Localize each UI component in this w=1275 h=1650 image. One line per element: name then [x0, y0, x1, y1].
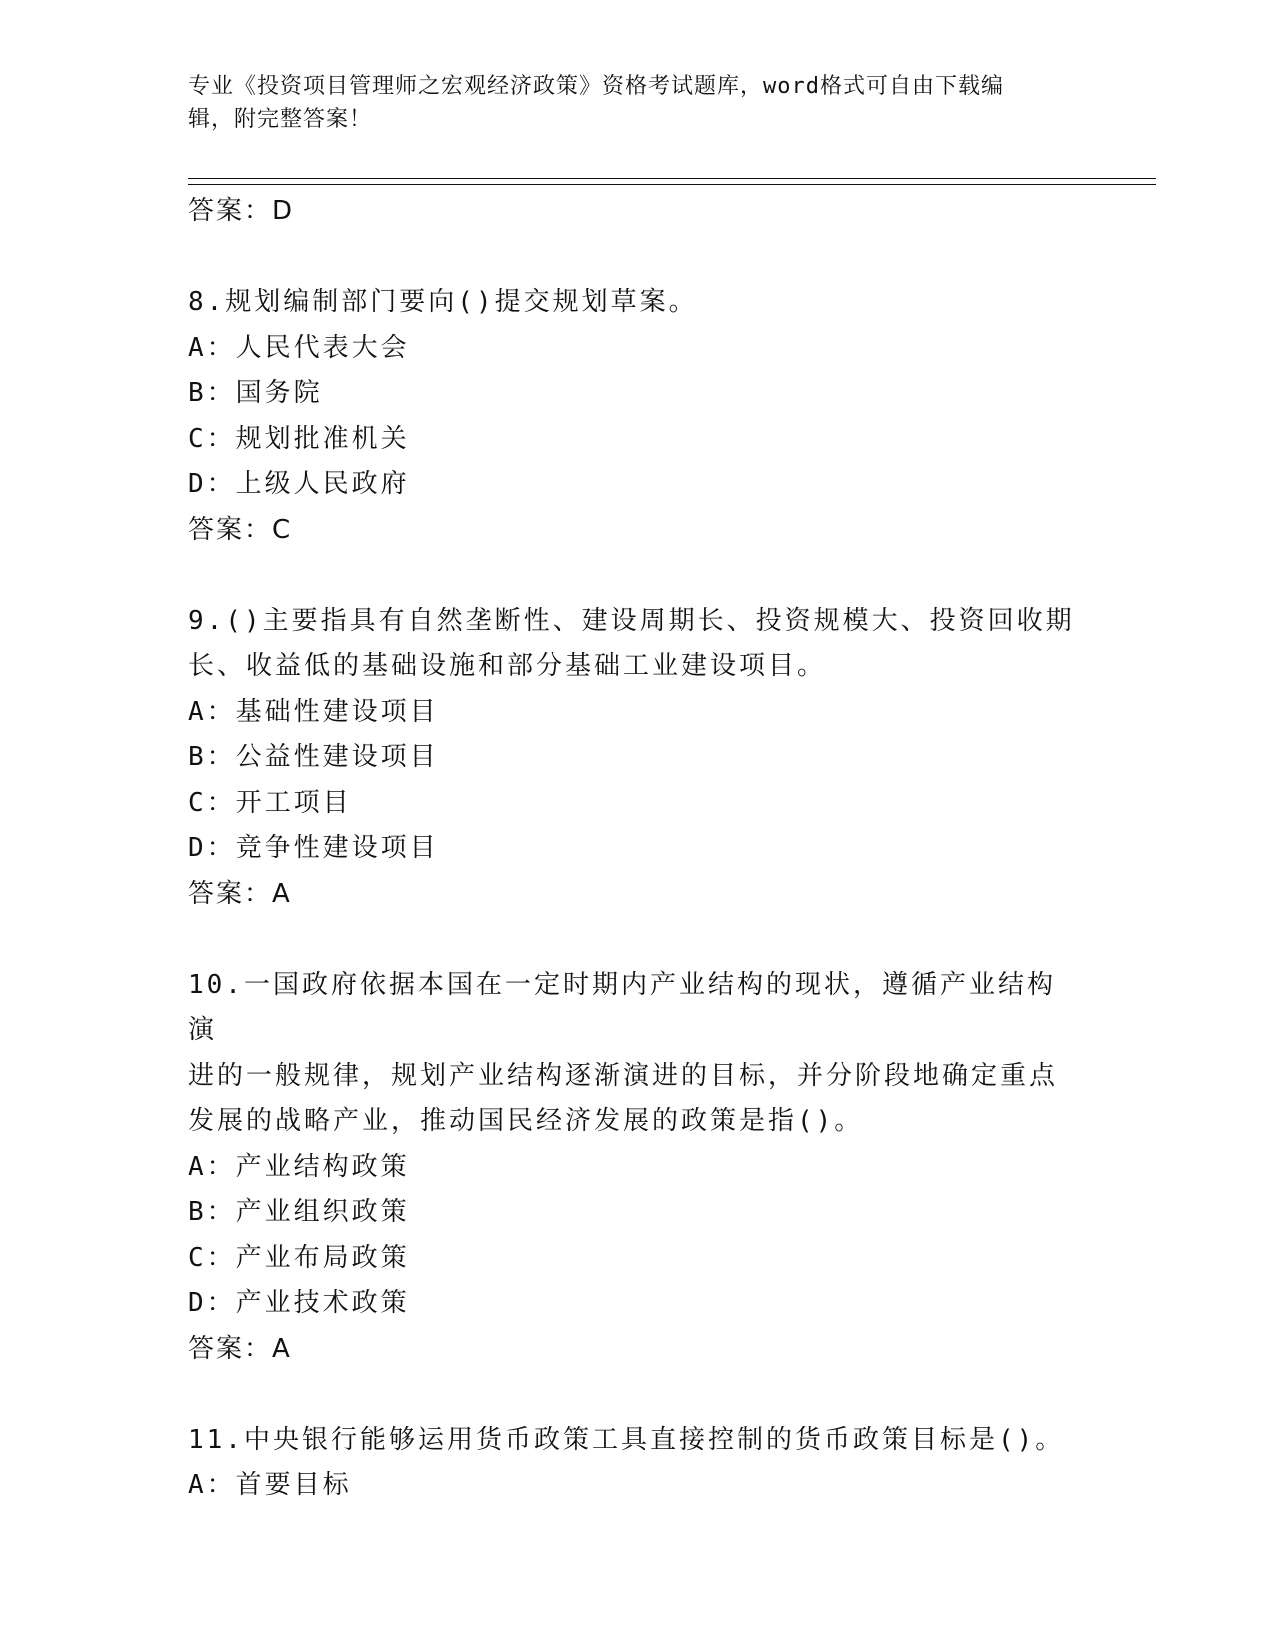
spacer: [188, 1372, 1088, 1418]
option-a: A：产业结构政策: [188, 1151, 410, 1182]
question-9: [188, 599, 1088, 918]
question-11: [188, 1418, 1088, 1509]
header-line-2: 辑，附完整答案！: [188, 107, 373, 132]
option-d: D：产业技术政策: [188, 1288, 410, 1318]
answer: 答案：A: [188, 1333, 292, 1364]
option-a: A：人民代表大会: [188, 332, 410, 363]
option-d: D：上级人民政府: [188, 469, 410, 499]
option-b: B：产业组织政策: [188, 1197, 410, 1227]
question-text: 8.规划编制部门要向()提交规划草案。: [188, 287, 698, 317]
question-list: [188, 189, 1088, 1509]
option-c: C：产业布局政策: [188, 1242, 410, 1273]
header-line-1: 专业《投资项目管理师之宏观经济政策》资格考试题库，word格式可自由下载编: [188, 74, 1004, 99]
spacer: [188, 917, 1088, 963]
previous-answer: 答案：D: [188, 196, 295, 226]
option-c: C：开工项目: [188, 787, 352, 818]
question-text: 11.中央银行能够运用货币政策工具直接控制的货币政策目标是()。: [188, 1424, 1065, 1455]
question-8: [188, 280, 1088, 553]
question-text: 进的一般规律，规划产业结构逐渐演进的目标，并分阶段地确定重点: [188, 1060, 1059, 1091]
option-b: B：国务院: [188, 378, 323, 408]
document-header: [188, 70, 1078, 136]
option-a: A：基础性建设项目: [188, 696, 439, 727]
question-text: 9.()主要指具有自然垄断性、建设周期长、投资规模大、投资回收期: [188, 605, 1075, 636]
question-text: 10.一国政府依据本国在一定时期内产业结构的现状，遵循产业结构演: [188, 969, 1056, 1045]
answer: 答案：A: [188, 878, 292, 909]
spacer: [188, 553, 1088, 599]
question-text: 发展的战略产业，推动国民经济发展的政策是指()。: [188, 1106, 864, 1136]
answer: 答案：C: [188, 514, 293, 545]
option-d: D：竞争性建设项目: [188, 833, 439, 863]
question-10: [188, 963, 1088, 1373]
option-a: A：首要目标: [188, 1470, 352, 1500]
header-divider: [188, 178, 1156, 185]
option-c: C：规划批准机关: [188, 423, 410, 454]
option-b: B：公益性建设项目: [188, 742, 439, 772]
question-text: 长、收益低的基础设施和部分基础工业建设项目。: [188, 651, 827, 681]
spacer: [188, 235, 1088, 281]
